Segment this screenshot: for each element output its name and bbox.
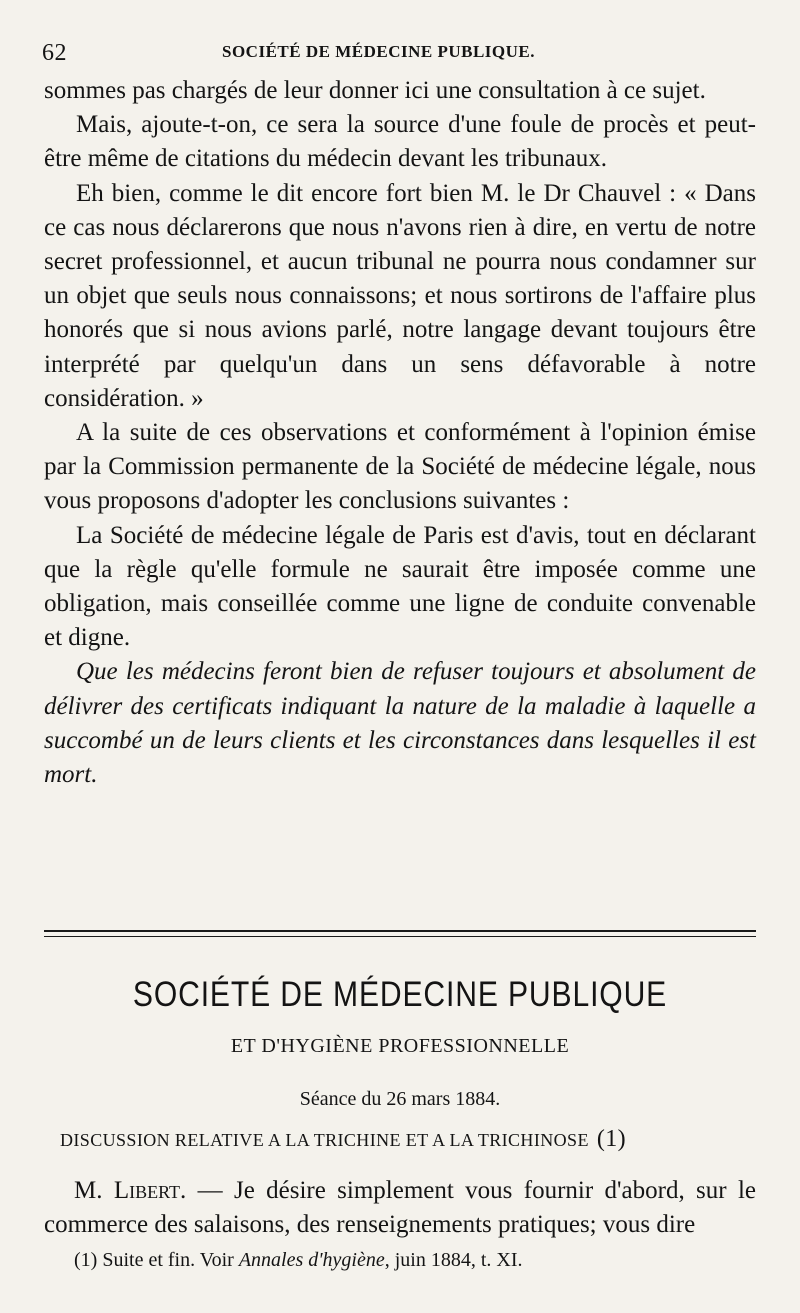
paragraph: sommes pas chargés de leur donner ici une consultation à ce sujet. — [44, 77, 706, 104]
speech-paragraph — [44, 1174, 756, 1242]
footnote — [74, 1249, 523, 1272]
footnote-journal: Annales d'hygiène — [238, 1249, 385, 1271]
footnote-marker: (1) — [74, 1249, 98, 1271]
section-title: SOCIÉTÉ DE MÉDECINE PUBLIQUE — [132, 975, 668, 1014]
paragraph-conclusion: Que les médecins feront bien de refuser toujours et absolument de délivrer des certificats indiquant la nature de la maladie à laquelle a succombé un de leurs clients et les circonstances dans lesquelles il est mort. — [44, 658, 756, 789]
footnote-text-b: , juin 1884, t. XI. — [384, 1249, 523, 1271]
footnote-ref: (1) — [596, 1126, 627, 1152]
section-divider-thin — [44, 936, 756, 937]
running-title: SOCIÉTÉ DE MÉDECINE PUBLIQUE. — [222, 42, 536, 61]
discussion-title: DISCUSSION RELATIVE A LA TRICHINE ET A LA TRICHINOSE — [60, 1130, 589, 1150]
paragraph: La Société de médecine légale de Paris est d'avis, tout en déclarant que la règle qu'elle formule ne saurait être imposée comme une obligation, mais conseillée comme une ligne de conduite convenable et digne. — [44, 521, 756, 652]
paragraph: Mais, ajoute-t-on, ce sera la source d'une foule de procès et peut-être même de citations du médecin devant les tribunaux. — [44, 111, 756, 173]
body-text — [44, 74, 756, 792]
speaker-name: M. Libert. — [74, 1177, 187, 1204]
discussion-heading — [60, 1126, 626, 1153]
page-number: 62 — [42, 40, 67, 66]
session-date: Séance du 26 mars 1884. — [299, 1088, 501, 1110]
paragraph: A la suite de ces observations et conformément à l'opinion émise par la Commission permanente de la Société de médecine légale, nous vous proposons d'adopter les conclusions suivantes : — [44, 419, 756, 515]
paragraph: Eh bien, comme le dit encore fort bien M. le Dr Chauvel : « Dans ce cas nous déclarerons que nous n'avons rien à dire, en vertu de notre secret professionnel, et aucun tribunal ne pourra nous condamner sur un objet que seuls nous connaissons; et nous sortirons de l'affaire plus honorés que si nous avions parlé, notre langage devant toujours être interprété par quelqu'un dans un sens défavorable à notre considération. » — [44, 179, 756, 412]
speech-text: — Je désire simplement vous fournir d'abord, sur le commerce des salaisons, des renseignements pratiques; vous dire — [44, 1177, 756, 1238]
section-divider — [44, 930, 756, 932]
footnote-text-a: Suite et fin. Voir — [102, 1249, 234, 1271]
page-header — [42, 34, 760, 64]
section-subtitle: ET D'HYGIÈNE PROFESSIONNELLE — [230, 1035, 570, 1057]
